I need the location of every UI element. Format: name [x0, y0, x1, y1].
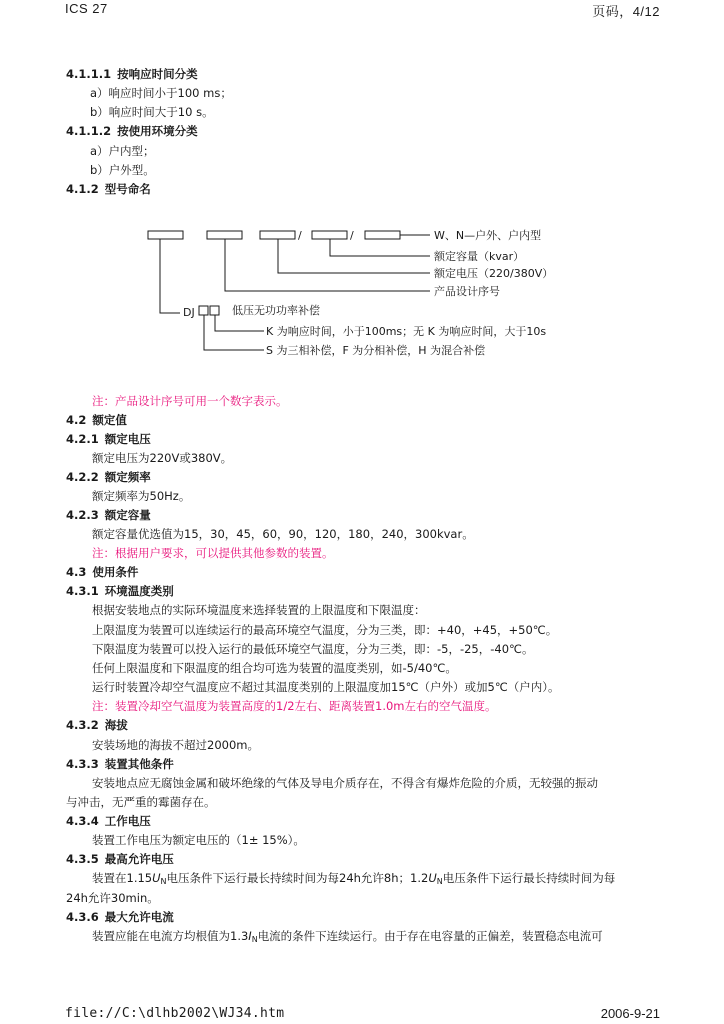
text-run: 电流的条件下连续运行。由于存在电容量的正偏差，装置稳态电流可 [257, 929, 603, 943]
label-k-response-time: K 为响应时间，小于100ms；无 K 为响应时间，大于10s [266, 325, 547, 338]
heading-4-3-6 [66, 909, 174, 925]
slash-separator: / [350, 229, 354, 242]
section-title: 最高允许电压 [104, 852, 174, 866]
paragraph: 与冲击，无严重的霉菌存在。 [66, 795, 216, 809]
model-code-box-2 [207, 231, 242, 239]
section-title: 按响应时间分类 [117, 67, 198, 81]
header-page-number: 页码，4/12 [592, 4, 660, 19]
heading-4-1-1-1 [66, 66, 198, 82]
heading-4-3-2 [66, 717, 128, 733]
heading-4-3-5 [66, 851, 174, 867]
footer-date: 2006-9-21 [600, 1006, 660, 1021]
heading-4-2-3 [66, 507, 151, 523]
section-number: 4.2.2 [66, 470, 99, 484]
note-user-requirements: 注：根据用户要求，可以提供其他参数的装置。 [92, 546, 334, 560]
text-run: 电压条件下运行最长持续时间为每 [442, 871, 616, 885]
section-title: 型号命名 [104, 182, 151, 196]
section-number: 4.1.1.1 [66, 67, 112, 81]
heading-4-3-1 [66, 583, 174, 599]
paragraph: 根据安装地点的实际环境温度来选择装置的上限温度和下限温度： [92, 603, 426, 617]
text-run: 装置在1.15 [92, 871, 153, 885]
paragraph-max-voltage [92, 870, 615, 890]
paragraph: 24h允许30min。 [66, 891, 159, 905]
section-title: 使用条件 [92, 565, 139, 579]
label-rated-capacity: 额定容量（kvar） [434, 250, 525, 263]
section-number: 4.3.3 [66, 757, 99, 771]
paragraph: 安装地点应无腐蚀金属和破坏绝缘的气体及导电介质存在，不得含有爆炸危险的介质，无较强的振动 [92, 776, 598, 790]
model-code-box-3 [260, 231, 295, 239]
header-standard-code: ICS 27 [65, 1, 108, 16]
section-number: 4.3.1 [66, 584, 99, 598]
paragraph: 装置工作电压为额定电压的（1± 15%）。 [92, 833, 305, 847]
heading-4-1-1-2 [66, 123, 198, 139]
section-number: 4.1.2 [66, 182, 99, 196]
heading-4-3-4 [66, 813, 151, 829]
subscript-n: N [436, 877, 443, 886]
section-title: 按使用环境分类 [117, 124, 198, 138]
leader-line-serial [225, 239, 430, 291]
model-code-box-4 [312, 231, 347, 239]
section-number: 4.3.6 [66, 910, 99, 924]
paragraph: 额定容量优选值为15，30，45，60，90，120，180，240，300kvar。 [92, 527, 474, 541]
label-dj-prefix: DJ [183, 306, 195, 319]
footer-file-path: file://C:\dlhb2002\WJ34.htm [65, 1006, 285, 1021]
leader-line-lowvoltage [160, 239, 180, 313]
leader-line-s [204, 315, 264, 350]
paragraph: 额定频率为50Hz。 [92, 489, 191, 503]
symbol-u: U [152, 871, 161, 885]
subscript-n: N [251, 935, 258, 944]
note-cooling-air-temperature: 注：装置冷却空气温度为装置高度的1/2左右、距离装置1.0m左右的空气温度。 [92, 699, 497, 713]
model-code-box-5 [365, 231, 400, 239]
section-number: 4.3 [66, 565, 87, 579]
section-number: 4.2.3 [66, 508, 99, 522]
paragraph: 上限温度为装置可以连续运行的最高环境空气温度，分为三类，即：+40，+45，+50℃。 [92, 623, 558, 637]
note-design-serial: 注：产品设计序号可用一个数字表示。 [92, 394, 288, 408]
section-title: 额定容量 [104, 508, 151, 522]
leader-line-capacity [330, 239, 430, 256]
model-code-box-1 [148, 231, 183, 239]
subscript-n: N [160, 877, 167, 886]
slash-separator: / [298, 229, 302, 242]
type-code-box-k [210, 306, 219, 315]
heading-4-2-1 [66, 431, 151, 447]
paragraph: 安装场地的海拔不超过2000m。 [92, 738, 259, 752]
model-naming-diagram [140, 220, 580, 360]
section-title: 工作电压 [104, 814, 151, 828]
symbol-i: I [248, 929, 252, 943]
paragraph: 运行时装置冷却空气温度应不超过其温度类别的上限温度加15℃（户外）或加5℃（户内）。 [92, 680, 560, 694]
section-number: 4.1.1.2 [66, 124, 112, 138]
heading-4-2-2 [66, 469, 151, 485]
heading-4-3 [66, 564, 138, 580]
heading-4-1-2 [66, 181, 151, 197]
section-number: 4.3.4 [66, 814, 99, 828]
label-rated-voltage: 额定电压（220/380V） [434, 267, 554, 280]
list-item: a）户内型； [90, 144, 155, 158]
type-code-box-s [199, 306, 208, 315]
paragraph-max-current [92, 928, 603, 948]
section-title: 最大允许电流 [104, 910, 174, 924]
text-run: 电压条件下运行最长持续时间为每24h允许8h；1.2 [166, 871, 429, 885]
text-run: 装置应能在电流方均根值为1.3 [92, 929, 249, 943]
section-number: 4.2.1 [66, 432, 99, 446]
section-title: 装置其他条件 [104, 757, 174, 771]
leader-line-k [215, 315, 264, 331]
label-wn-type: W、N—户外、户内型 [434, 229, 542, 242]
heading-4-3-3 [66, 756, 174, 772]
label-s-compensation-type: S 为三相补偿，F 为分相补偿，H 为混合补偿 [266, 344, 486, 357]
list-item: a）响应时间小于100 ms； [90, 86, 232, 100]
section-number: 4.2 [66, 413, 87, 427]
section-title: 额定值 [92, 413, 127, 427]
section-number: 4.3.2 [66, 718, 99, 732]
list-item: b）响应时间大于10 s。 [90, 105, 214, 119]
section-title: 海拔 [104, 718, 128, 732]
section-title: 额定电压 [104, 432, 151, 446]
symbol-u: U [428, 871, 437, 885]
heading-4-2 [66, 412, 127, 428]
section-number: 4.3.5 [66, 852, 99, 866]
paragraph: 任何上限温度和下限温度的组合均可选为装置的温度类别，如-5/40℃。 [92, 661, 457, 675]
section-title: 环境温度类别 [104, 584, 174, 598]
list-item: b）户外型。 [90, 163, 155, 177]
paragraph: 下限温度为装置可以投入运行的最低环境空气温度，分为三类，即：-5，-25，-40℃。 [92, 642, 534, 656]
section-title: 额定频率 [104, 470, 151, 484]
paragraph: 额定电压为220V或380V。 [92, 451, 233, 465]
label-low-voltage-compensation: 低压无功功率补偿 [232, 304, 320, 317]
label-design-serial: 产品设计序号 [434, 285, 500, 298]
